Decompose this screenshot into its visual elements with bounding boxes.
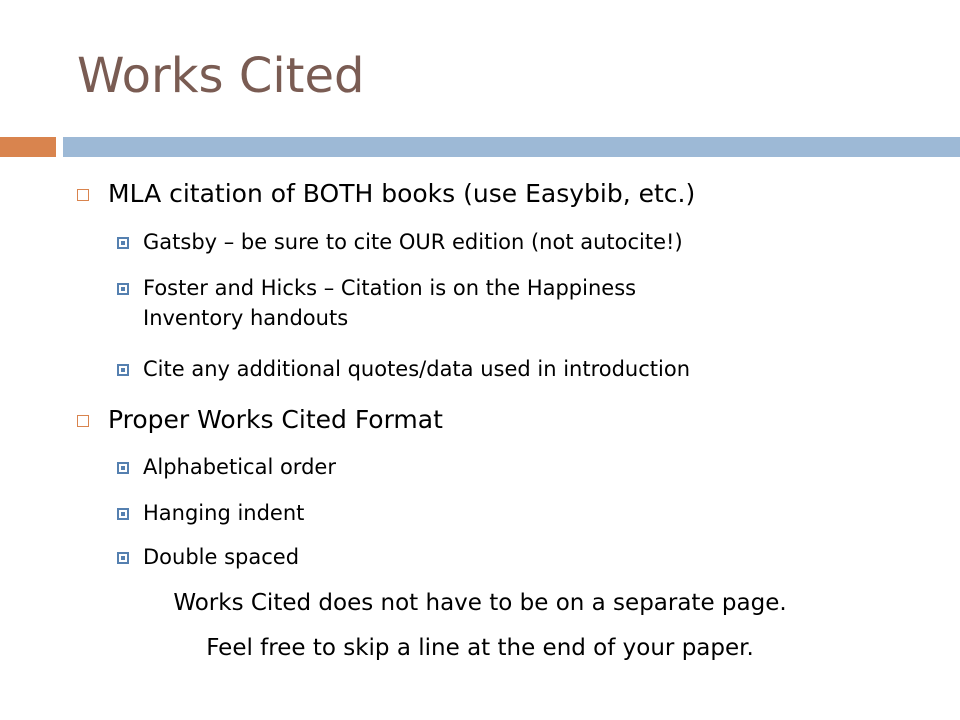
bullet-text: MLA citation of BOTH books (use Easybib, etc.) [108, 179, 696, 208]
bullet-text: Proper Works Cited Format [108, 405, 443, 434]
sub-bullet-item [117, 354, 690, 384]
note-line: Feel free to skip a line at the end of your paper. [206, 635, 754, 661]
square-bullet-icon [117, 508, 129, 520]
bullet-item [77, 404, 443, 436]
sub-bullet-item [117, 498, 304, 528]
square-bullet-icon [117, 462, 129, 474]
sub-bullet-text: Inventory handouts [143, 306, 349, 330]
bullet-item [77, 178, 695, 210]
sub-bullet-item [117, 227, 683, 257]
square-bullet-icon [117, 283, 129, 295]
square-bullet-icon [117, 552, 129, 564]
hollow-square-bullet-icon [77, 189, 89, 201]
square-bullet-icon [117, 364, 129, 376]
sub-bullet-item [117, 452, 336, 482]
sub-bullet-text: Cite any additional quotes/data used in introduction [143, 357, 691, 381]
note-line: Works Cited does not have to be on a separate page. [173, 590, 787, 616]
accent-bar-right [63, 137, 960, 157]
sub-bullet-text: Foster and Hicks – Citation is on the Happiness [143, 276, 637, 300]
sub-bullet-text: Double spaced [143, 545, 300, 569]
sub-bullet-text: Gatsby – be sure to cite OUR edition (not autocite!) [143, 230, 683, 254]
slide-title: Works Cited [77, 48, 365, 104]
hollow-square-bullet-icon [77, 415, 89, 427]
accent-bar-left [0, 137, 56, 157]
sub-bullet-continuation [117, 303, 348, 333]
sub-bullet-text: Hanging indent [143, 501, 305, 525]
sub-bullet-item [117, 273, 636, 303]
sub-bullet-text: Alphabetical order [143, 455, 336, 479]
square-bullet-icon [117, 237, 129, 249]
sub-bullet-item [117, 542, 299, 572]
